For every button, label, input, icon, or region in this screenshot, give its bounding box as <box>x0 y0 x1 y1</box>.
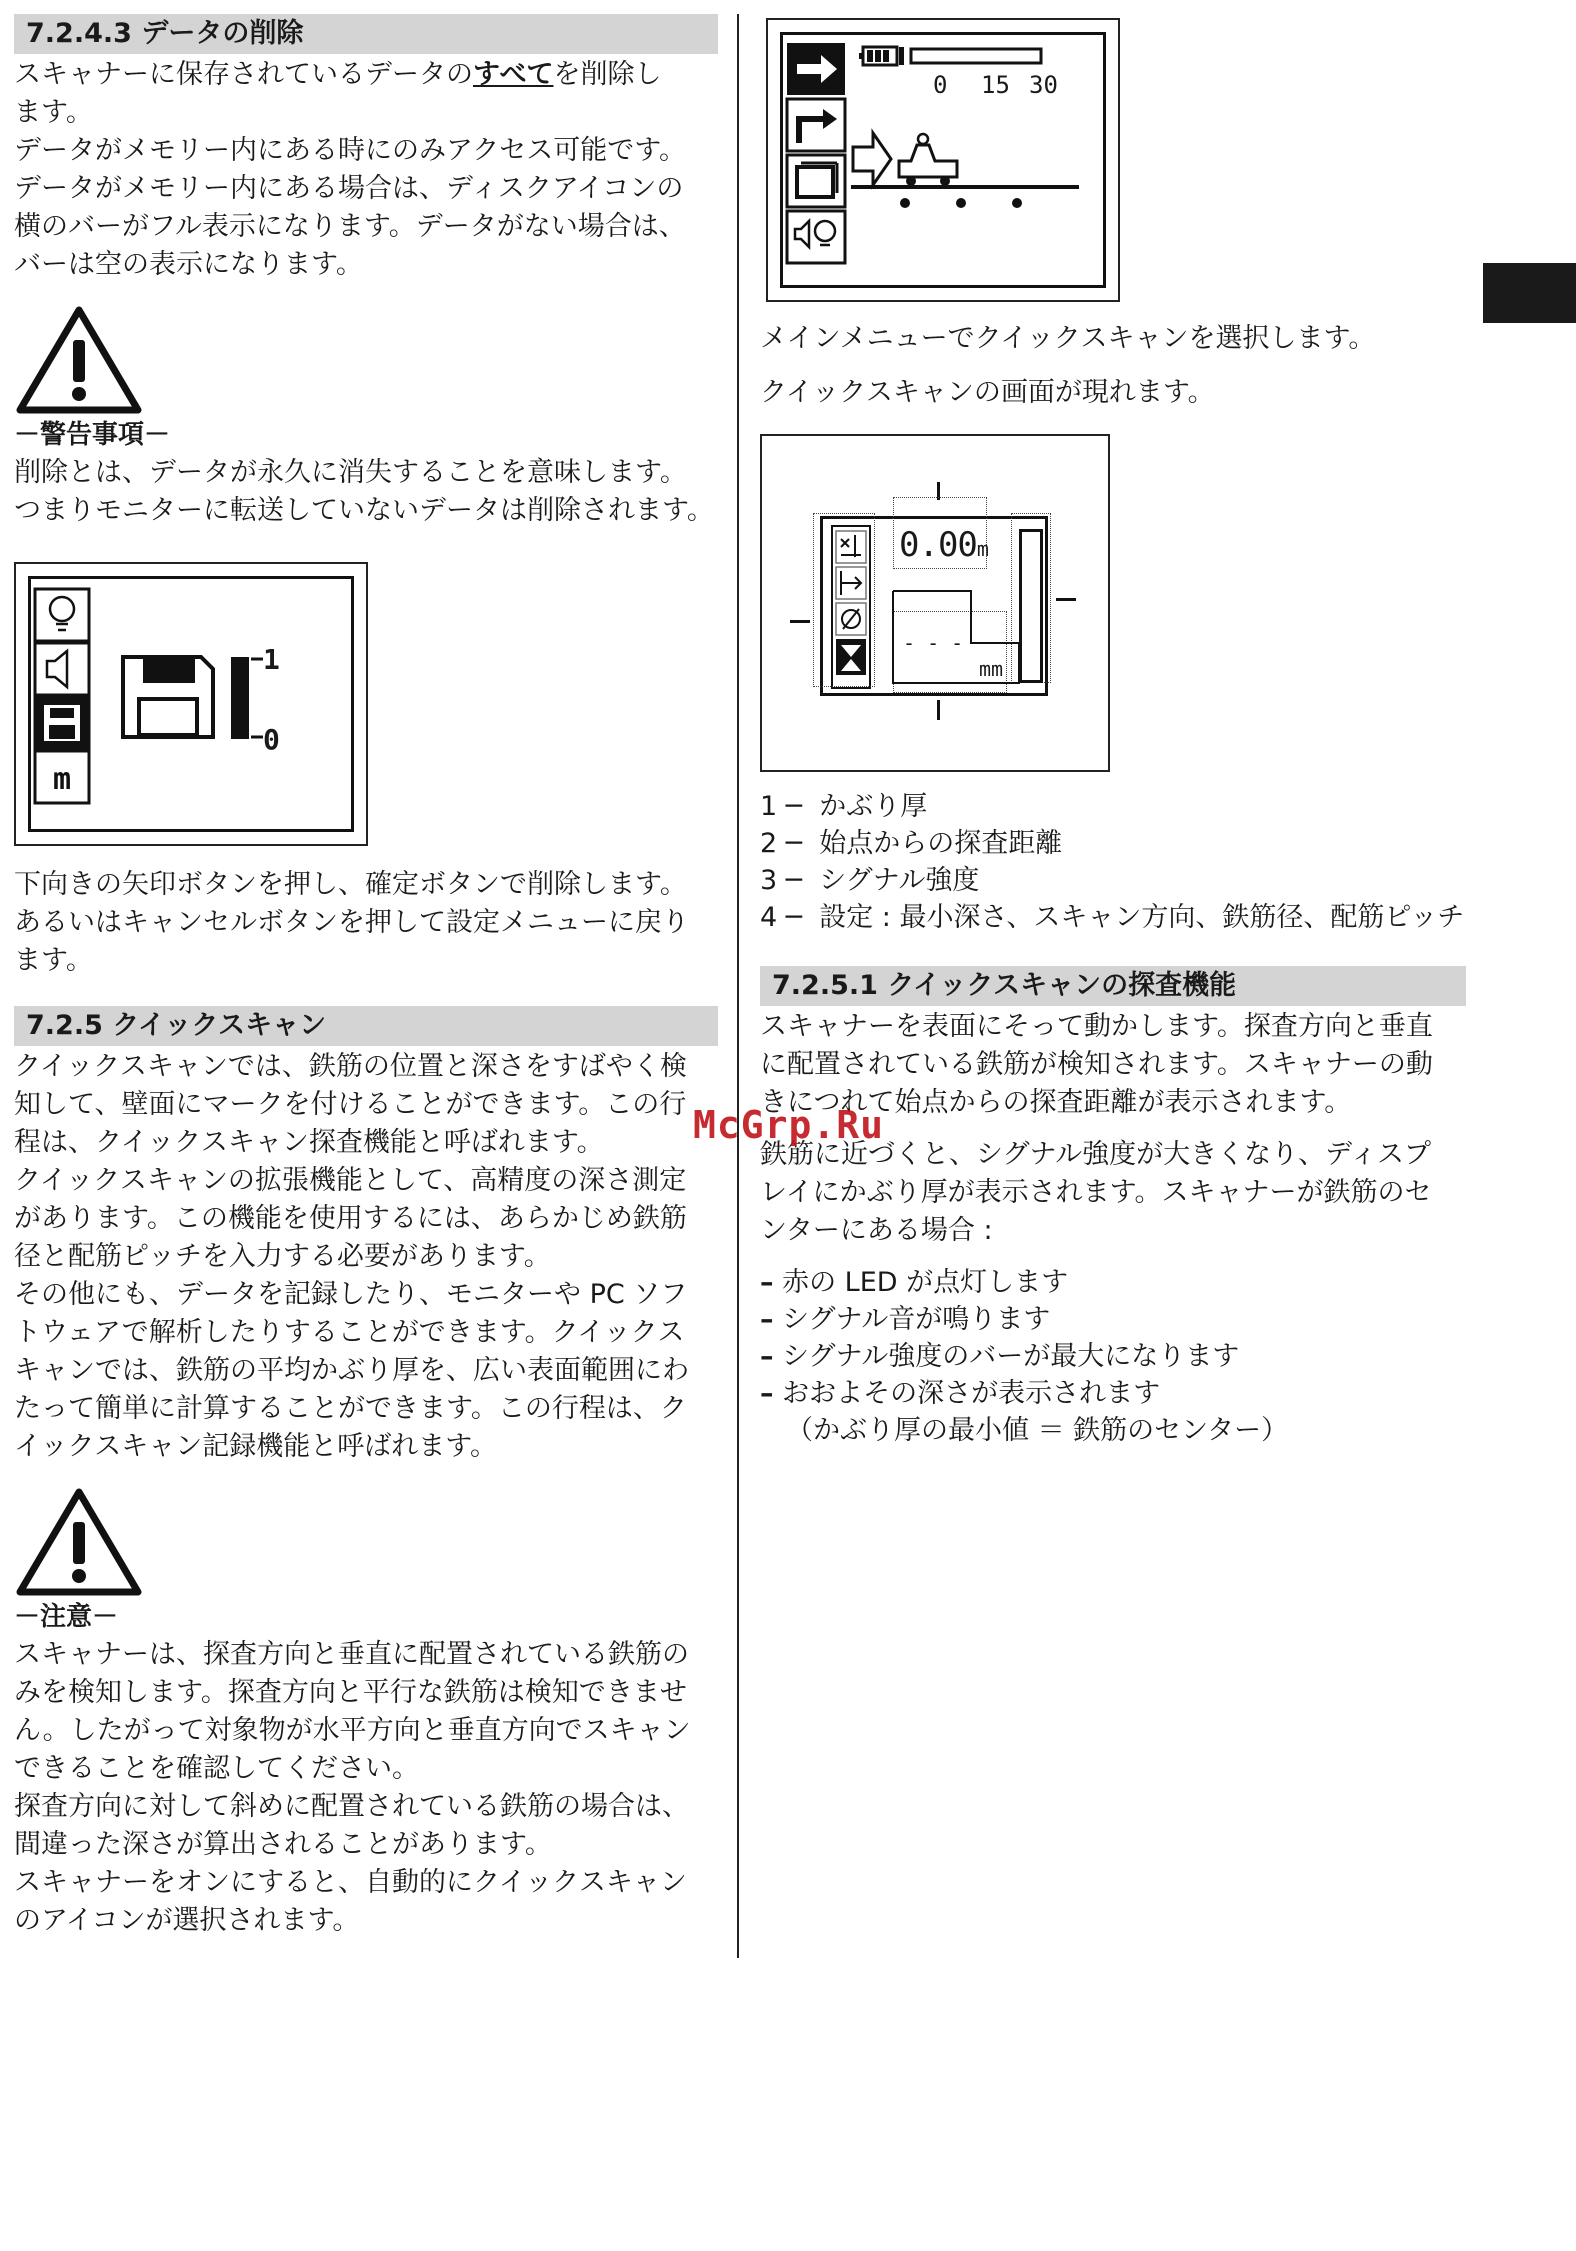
caution-title: －注意－ <box>14 1602 119 1632</box>
paragraph: スキャナーを表面にそって動かします。探査方向と垂直 <box>760 1011 1433 1042</box>
side-tab-marker <box>1483 263 1576 323</box>
legend-text: 設定 : 最小深さ、スキャン方向、鉄筋径、配筋ピッチ <box>819 902 1465 933</box>
warning-line: 削除とは、データが永久に消失することを意味します。 <box>14 457 687 488</box>
warning-title: －警告事項－ <box>14 420 171 450</box>
bullet-text: 赤の LED が点灯します <box>782 1267 1069 1298</box>
bullet-text: シグナル音が鳴ります <box>782 1304 1051 1335</box>
bullet-item: – 赤の LED が点灯します <box>760 1267 1069 1298</box>
bullet-list <box>760 1264 1466 1449</box>
paragraph: 横のバーがフル表示になります。データがない場合は、 <box>14 211 686 242</box>
speaker-bulb-icon <box>795 221 835 247</box>
paragraph: きにつれて始点からの探査距離が表示されます。 <box>760 1087 1352 1118</box>
bullet-text: シグナル強度のバーが最大になります <box>782 1341 1240 1372</box>
turn-arrow-icon <box>799 109 837 143</box>
bulb-icon <box>50 597 74 630</box>
paragraph <box>14 56 718 94</box>
paragraph: ンターにある場合 : <box>760 1215 993 1246</box>
legend-num: 3 ─ <box>760 865 803 896</box>
main-menu-screen-figure <box>766 18 1120 302</box>
paragraph: 程は、クイックスキャン探査機能と呼ばれます。 <box>14 1127 604 1158</box>
legend-item <box>760 862 1466 899</box>
cover-depth-number: 0.00 <box>899 525 977 565</box>
legend-text: かぶり厚 <box>819 791 928 822</box>
scanner-device-icon <box>899 134 957 186</box>
screen-icon <box>797 163 837 197</box>
paragraph: データがメモリー内にある時にのみアクセス可能です。 <box>14 135 687 166</box>
legend-text: シグナル強度 <box>819 865 980 896</box>
distance-dashes: - - - <box>903 631 964 655</box>
legend-text: 始点からの探査距離 <box>819 828 1063 859</box>
text-span: を削除し <box>553 59 662 90</box>
distance-unit: mm <box>979 657 1004 681</box>
bullet-item: – おおよその深さが表示されます <box>760 1378 1161 1409</box>
lcd-content <box>31 579 351 829</box>
cover-depth-value <box>899 525 988 565</box>
paragraph: 下向きの矢印ボタンを押し、確定ボタンで削除します。 <box>14 869 687 900</box>
svg-text:m: m <box>52 762 72 797</box>
section-7243-body <box>14 56 718 284</box>
right-column <box>760 0 1466 1449</box>
legend-num: 4 ─ <box>760 902 803 933</box>
legend-item <box>760 899 1466 936</box>
level-label-1: 1 <box>263 643 280 676</box>
paragraph: ます。 <box>14 97 93 128</box>
caution-line: みを検知します。探査方向と平行な鉄筋は検知できませ <box>14 1677 687 1708</box>
scale-label-0: 0 <box>933 71 948 99</box>
cover-depth-unit: m <box>976 537 988 561</box>
speaker-icon <box>47 651 67 687</box>
section-title-725: 7.2.5 クイックスキャン <box>14 1006 718 1046</box>
caution-line: スキャナーは、探査方向と垂直に配置されている鉄筋の <box>14 1639 689 1670</box>
paragraph: キャンでは、鉄筋の平均かぶり厚を、広い表面範囲にわ <box>14 1355 689 1386</box>
paragraph: 知して、壁面にマークを付けることができます。この行 <box>14 1089 687 1120</box>
watermark: McGrp.Ru <box>693 1103 885 1147</box>
level-label-0: 0 <box>263 723 280 756</box>
text-span: スキャナーに保存されているデータの <box>14 59 473 90</box>
caution-line: スキャナーをオンにすると、自動的にクイックスキャン <box>14 1867 687 1898</box>
legend-num: 1 ─ <box>760 791 803 822</box>
paragraph: クイックスキャンの画面が現れます。 <box>760 377 1215 408</box>
scale-label-15: 15 <box>981 71 1010 99</box>
figure-legend <box>760 788 1466 936</box>
disk-icon <box>44 705 80 741</box>
section-title-7251: 7.2.5.1 クイックスキャンの探査機能 <box>760 966 1466 1006</box>
bullet-item: – シグナル強度のバーが最大になります <box>760 1341 1240 1372</box>
signal-strength-bar <box>1019 529 1043 683</box>
bullet-text: おおよその深さが表示されます <box>782 1378 1161 1409</box>
paragraph: レイにかぶり厚が表示されます。スキャナーが鉄筋のセ <box>760 1177 1432 1208</box>
paragraph: ます。 <box>14 945 93 976</box>
section-725-body <box>14 1048 718 1466</box>
legend-item <box>760 825 1466 862</box>
callout-depth-area <box>813 513 875 687</box>
section-title-7243: 7.2.4.3 データの削除 <box>14 14 718 54</box>
caution-line: 探査方向に対して斜めに配置されている鉄筋の場合は、 <box>14 1791 689 1822</box>
memory-level-bar <box>231 657 249 739</box>
delete-data-screen-figure <box>14 562 368 846</box>
paragraph: に配置されている鉄筋が検知されます。スキャナーの動 <box>760 1049 1433 1080</box>
emphasis-all: すべて <box>473 59 554 90</box>
warning-line: つまりモニターに転送していないデータは削除されます。 <box>14 495 714 526</box>
scale-label-30: 30 <box>1029 71 1058 99</box>
caution-line: のアイコンが選択されます。 <box>14 1905 360 1936</box>
bullet-item: – シグナル音が鳴ります <box>760 1304 1051 1335</box>
paragraph: クイックスキャンの拡張機能として、高精度の深さ測定 <box>14 1165 687 1196</box>
warning-triangle-icon <box>14 304 144 416</box>
paragraph: クイックスキャンでは、鉄筋の位置と深さをすばやく検 <box>14 1051 687 1082</box>
caution-line: 間違った深さが算出されることがあります。 <box>14 1829 552 1860</box>
paragraph: トウェアで解析したりすることができます。クイックス <box>14 1317 685 1348</box>
caution-line: できることを確認してください。 <box>14 1753 419 1784</box>
paragraph: その他にも、データを記録したり、モニターや PC ソフ <box>14 1279 688 1310</box>
caution-line: ん。したがって対象物が水平方向と垂直方向でスキャン <box>14 1715 691 1746</box>
lcd-frame <box>780 32 1106 288</box>
paragraph: 鉄筋に近づくと、シグナル強度が大きくなり、ディスプ <box>760 1139 1431 1170</box>
legend-item <box>760 788 1466 825</box>
paragraph: イックスキャン記録機能と呼ばれます。 <box>14 1431 498 1462</box>
column-divider <box>737 14 739 1958</box>
quick-scan-screen-figure <box>760 434 1110 772</box>
paragraph: があります。この機能を使用するには、あらかじめ鉄筋 <box>14 1203 687 1234</box>
qs-display <box>820 516 1048 696</box>
caution-triangle-icon <box>14 1486 144 1598</box>
big-disk-icon <box>123 657 213 737</box>
paragraph: バーは空の表示になります。 <box>14 249 363 280</box>
bullet-note: （かぶり厚の最小値 ＝ 鉄筋のセンター） <box>786 1415 1289 1446</box>
scan-direction-arrow-icon <box>853 133 891 185</box>
lcd-frame <box>28 576 354 832</box>
left-column <box>14 0 718 1940</box>
paragraph: 径と配筋ピッチを入力する必要があります。 <box>14 1241 551 1272</box>
battery-icon <box>859 47 904 65</box>
paragraph: メインメニューでクイックスキャンを選択します。 <box>760 323 1376 354</box>
paragraph: あるいはキャンセルボタンを押して設定メニューに戻り <box>14 907 689 938</box>
paragraph: データがメモリー内にある場合は、ディスクアイコンの <box>14 173 684 204</box>
legend-num: 2 ─ <box>760 828 803 859</box>
paragraph: たって簡単に計算することができます。この行程は、ク <box>14 1393 687 1424</box>
